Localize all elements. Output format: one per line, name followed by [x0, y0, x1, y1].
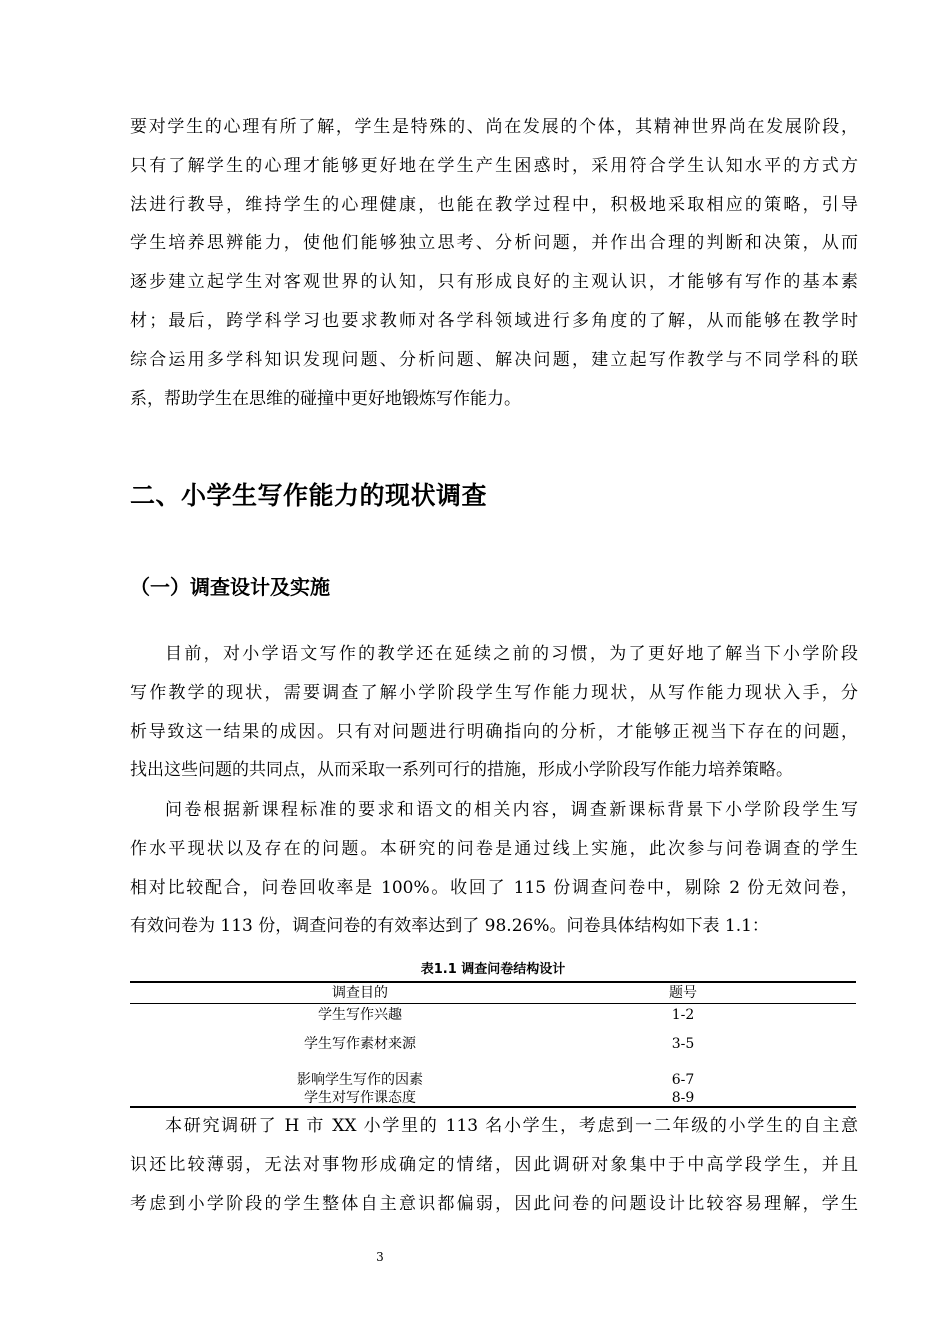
text-line: 有效问卷为 113 份，调查问卷的有效率达到了 98.26%。问卷具体结构如下表 1.1： [130, 916, 769, 937]
text-line: 问卷根据新课程标准的要求和语文的相关内容，调查新课标背景下小学阶段学生写 [165, 800, 858, 820]
table-row [130, 1026, 856, 1062]
text-line: 要对学生的心理有所了解，学生是特殊的、尚在发展的个体，其精神世界尚在发展阶段， [130, 117, 858, 137]
table-header-cell: 题号 [669, 985, 697, 1001]
table-row [130, 1004, 856, 1027]
text-line: 综合运用多学科知识发现问题、分析问题、解决问题，建立起写作教学与不同学科的联 [130, 349, 858, 370]
table-header-row [130, 982, 856, 1004]
text-line: 系，帮助学生在思维的碰撞中更好地锻炼写作能力。 [130, 388, 521, 409]
subsection-heading: （一）调查设计及实施 [130, 575, 330, 599]
table-row [130, 1090, 856, 1107]
text-line: 逐步建立起学生对客观世界的认知，只有形成良好的主观认识，才能够有写作的基本素 [130, 272, 858, 293]
text-line: 析导致这一结果的成因。只有对问题进行明确指向的分析，才能够正视当下存在的问题， [130, 721, 858, 742]
text-line: 只有了解学生的心理才能够更好地在学生产生困惑时，采用符合学生认知水平的方式方 [130, 155, 858, 176]
questionnaire-structure-table [130, 981, 856, 1108]
text-line: 学生培养思辨能力，使他们能够独立思考、分析问题，并作出合理的判断和决策，从而 [130, 233, 858, 254]
text-line: 作水平现状以及存在的问题。本研究的问卷是通过线上实施，此次参与问卷调查的学生 [130, 838, 858, 859]
table-cell: 学生对写作课态度 [304, 1090, 416, 1106]
text-line: 相对比较配合，问卷回收率是 100%。收回了 115 份调查问卷中，剔除 2 份无效问卷， [130, 877, 858, 898]
text-line: 写作教学的现状，需要调查了解小学阶段学生写作能力现状，从写作能力现状入手，分 [130, 682, 858, 703]
text-line: 考虑到小学阶段的学生整体自主意识都偏弱，因此问卷的问题设计比较容易理解，学生 [130, 1193, 858, 1214]
table-cell: 8-9 [671, 1090, 695, 1106]
table-cell: 学生写作兴趣 [318, 1007, 402, 1023]
table-header-cell: 调查目的 [332, 985, 388, 1001]
intro-paragraph [130, 108, 858, 418]
section-heading: 二、小学生写作能力的现状调查 [130, 481, 488, 510]
table-cell: 影响学生写作的因素 [297, 1072, 423, 1088]
text-line: 找出这些问题的共同点，从而采取一系列可行的措施，形成小学阶段写作能力培养策略。 [130, 760, 793, 781]
page-number: 3 [376, 1250, 384, 1264]
table-cell: 1-2 [671, 1007, 695, 1023]
table-row [130, 1062, 856, 1090]
paragraph-research-subjects [130, 1107, 858, 1223]
table-caption: 表1.1 调查问卷结构设计 [420, 962, 566, 977]
paragraph-questionnaire [130, 791, 858, 946]
text-line: 材；最后，跨学科学习也要求教师对各学科领域进行多角度的了解，从而能够在教学时 [130, 310, 858, 331]
table-cell: 6-7 [671, 1072, 695, 1088]
table-cell: 学生写作素材来源 [304, 1036, 416, 1052]
text-line: 识还比较薄弱，无法对事物形成确定的情绪，因此调研对象集中于中高学段学生，并且 [130, 1154, 858, 1175]
paragraph-current-situation [130, 635, 858, 790]
text-line: 本研究调研了 H 市 XX 小学里的 113 名小学生，考虑到一二年级的小学生的自主意 [165, 1116, 858, 1136]
table-cell: 3-5 [671, 1036, 695, 1052]
text-line: 法进行教导，维持学生的心理健康，也能在教学过程中，积极地采取相应的策略，引导 [130, 194, 858, 215]
text-line: 目前，对小学语文写作的教学还在延续之前的习惯，为了更好地了解当下小学阶段 [165, 644, 858, 664]
